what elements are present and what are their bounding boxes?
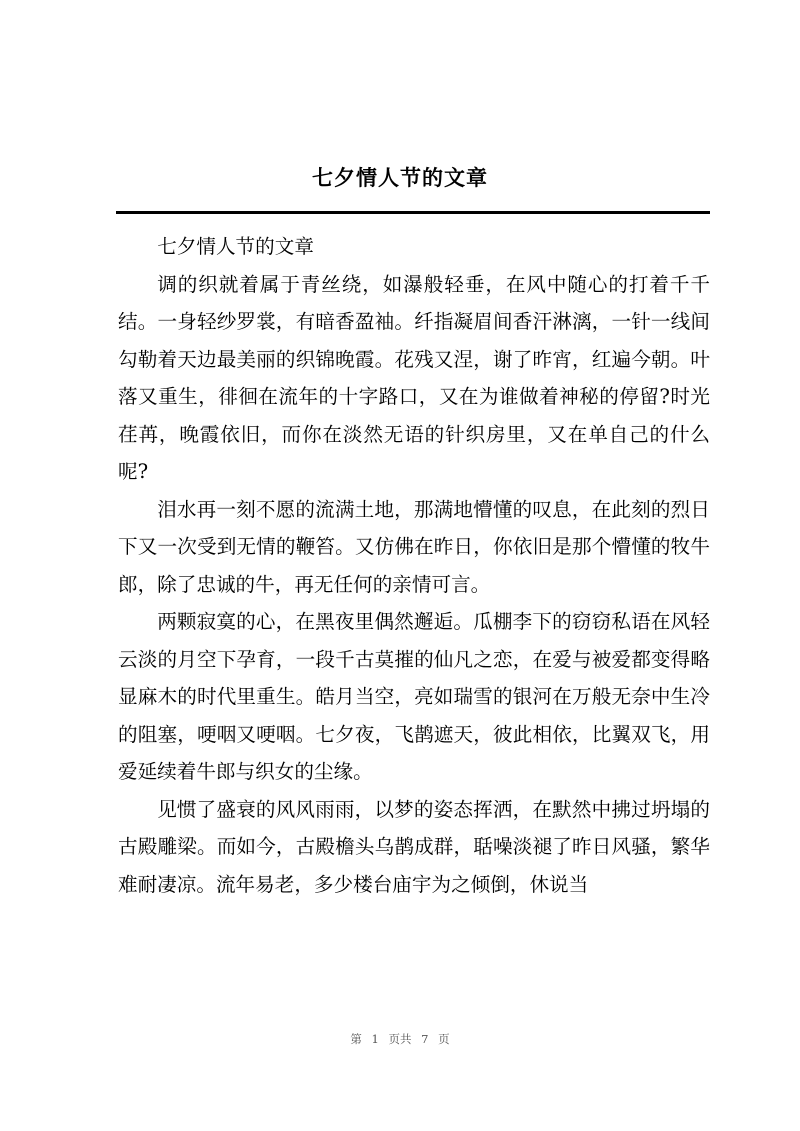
document-title: 七夕情人节的文章 [312, 165, 488, 190]
page-number-footer: 第 1 页共 7 页 [350, 1032, 450, 1046]
body-paragraph: 泪水再一刻不愿的流满土地，那满地懵懂的叹息，在此刻的烈日下又一次受到无情的鞭笞。又仿佛在昨日，你依旧是那个懵懂的牧牛郎，除了忠诚的牛，再无任何的亲情可言。 [118, 497, 710, 596]
document-body [118, 228, 710, 903]
body-paragraph: 调的织就着属于青丝绕，如瀑般轻垂，在风中随心的打着千千结。一身轻纱罗裳，有暗香盈袖。纤指凝眉间香汗淋漓，一针一线间勾勒着天边最美丽的织锦晚霞。花残又涅，谢了昨宵，红遍今朝。叶落又重生，徘徊在流年的十字路口，又在为谁做着神秘的停留?时光荏苒，晚霞依旧，而你在淡然无语的针织房里，又在单自己的什么呢? [118, 272, 710, 483]
title-divider [116, 211, 710, 214]
body-paragraph: 七夕情人节的文章 [157, 235, 314, 258]
body-paragraph: 见惯了盛衰的风风雨雨，以梦的姿态挥洒，在默然中拂过坍塌的古殿雕梁。而如今，古殿檐头乌鹊成群，聒噪淡褪了昨日风骚，繁华难耐凄凉。流年易老，多少楼台庙宇为之倾倒，休说当 [118, 797, 710, 896]
body-paragraph: 两颗寂寞的心，在黑夜里偶然邂逅。瓜棚李下的窃窃私语在风轻云淡的月空下孕育，一段千古莫摧的仙凡之恋，在爱与被爱都变得略显麻木的时代里重生。皓月当空，亮如瑞雪的银河在万般无奈中生冷的阻塞，哽咽又哽咽。七夕夜，飞鹊遮天，彼此相依，比翼双飞，用爱延续着牛郎与织女的尘缘。 [118, 610, 710, 783]
